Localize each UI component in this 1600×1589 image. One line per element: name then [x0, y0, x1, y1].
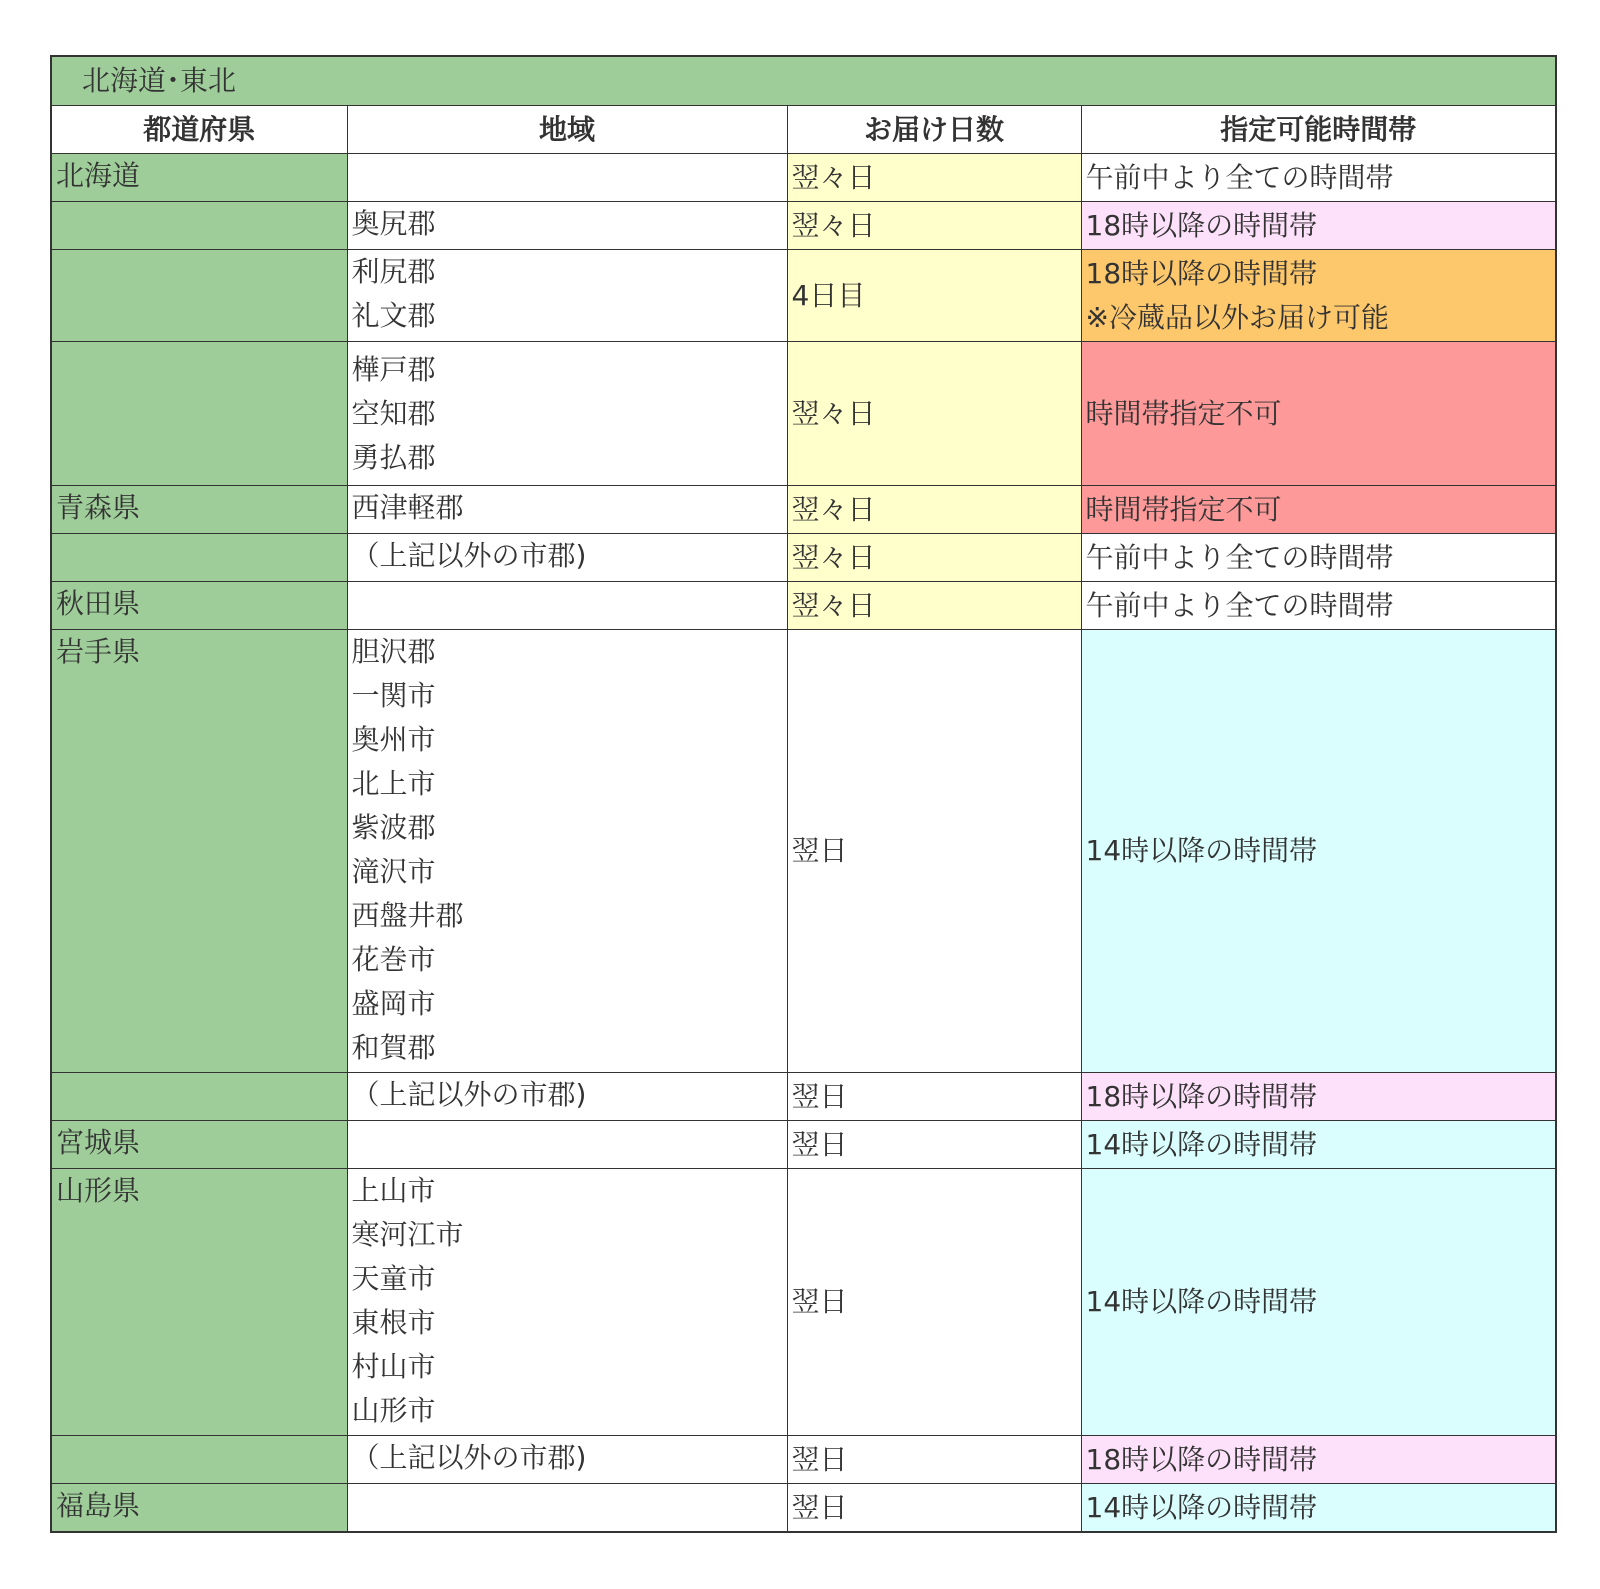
time-slot-text: 18時以降の時間帯	[1085, 208, 1318, 242]
area-name: 村山市	[351, 1350, 436, 1383]
table-body	[51, 154, 1556, 1533]
time-slot-text: 午前中より全ての時間帯	[1085, 588, 1394, 622]
header-area: 地域	[347, 106, 787, 154]
time-slot-cell	[1081, 1121, 1556, 1169]
time-slot-text: 午前中より全ての時間帯	[1085, 540, 1394, 574]
header-prefecture: 都道府県	[51, 106, 347, 154]
area-cell	[347, 582, 787, 630]
area-cell	[347, 534, 787, 582]
area-cell	[347, 1436, 787, 1484]
region-title: 北海道･東北	[51, 56, 1556, 106]
area-name: 天童市	[351, 1262, 436, 1295]
area-name: 花巻市	[351, 943, 436, 976]
time-slot-text: 時間帯指定不可	[1085, 396, 1282, 430]
time-slot-cell	[1081, 1073, 1556, 1121]
delivery-days-cell: 4日目	[787, 250, 1081, 342]
time-slot-cell	[1081, 534, 1556, 582]
prefecture-cell: 宮城県	[51, 1121, 347, 1169]
time-slot-cell	[1081, 202, 1556, 250]
prefecture-cell	[51, 342, 347, 486]
area-cell	[347, 486, 787, 534]
area-name: （上記以外の市郡)	[351, 1441, 587, 1474]
header-row	[51, 106, 1556, 154]
area-cell	[347, 154, 787, 202]
prefecture-cell	[51, 1436, 347, 1484]
time-slot-text: 18時以降の時間帯	[1085, 256, 1318, 290]
table-row	[51, 630, 1556, 1073]
delivery-days-cell: 翌日	[787, 1484, 1081, 1533]
time-slot-text: 14時以降の時間帯	[1085, 1285, 1318, 1318]
prefecture-cell	[51, 1073, 347, 1121]
area-name: 勇払郡	[351, 441, 436, 474]
time-slot-cell	[1081, 1169, 1556, 1436]
area-cell	[347, 1121, 787, 1169]
area-name: 胆沢郡	[351, 635, 436, 668]
area-name: 滝沢市	[351, 855, 436, 888]
prefecture-cell: 青森県	[51, 486, 347, 534]
area-cell	[347, 630, 787, 1073]
header-time-slot: 指定可能時間帯	[1081, 106, 1556, 154]
area-name: 樺戸郡	[351, 353, 436, 386]
table-row	[51, 1169, 1556, 1436]
region-title-row	[51, 56, 1556, 106]
area-name: 盛岡市	[351, 987, 436, 1020]
area-cell	[347, 250, 787, 342]
table-row	[51, 154, 1556, 202]
area-name: 一関市	[351, 679, 436, 712]
table-row	[51, 250, 1556, 342]
prefecture-cell: 山形県	[51, 1169, 347, 1436]
time-slot-cell	[1081, 630, 1556, 1073]
area-name: 利尻郡	[351, 255, 436, 288]
area-name: 北上市	[351, 767, 436, 800]
area-name: 寒河江市	[351, 1218, 464, 1251]
area-name: 山形市	[351, 1394, 436, 1427]
prefecture-cell	[51, 250, 347, 342]
prefecture-cell	[51, 202, 347, 250]
time-slot-text: 午前中より全ての時間帯	[1085, 160, 1394, 194]
prefecture-cell	[51, 534, 347, 582]
table-row	[51, 202, 1556, 250]
area-cell	[347, 342, 787, 486]
delivery-days-cell: 翌日	[787, 1169, 1081, 1436]
area-name: （上記以外の市郡)	[351, 1078, 587, 1111]
area-cell	[347, 202, 787, 250]
delivery-days-cell: 翌日	[787, 1436, 1081, 1484]
time-slot-text: 18時以降の時間帯	[1085, 1442, 1318, 1476]
delivery-days-cell: 翌々日	[787, 154, 1081, 202]
area-name: 上山市	[351, 1174, 436, 1207]
time-slot-cell	[1081, 1484, 1556, 1533]
table-row	[51, 1436, 1556, 1484]
area-cell	[347, 1073, 787, 1121]
time-slot-text: ※冷蔵品以外お届け可能	[1085, 300, 1389, 334]
header-delivery-days: お届け日数	[787, 106, 1081, 154]
area-name: 奥州市	[351, 723, 436, 756]
area-name: 西盤井郡	[351, 899, 464, 932]
prefecture-cell: 福島県	[51, 1484, 347, 1533]
delivery-table-container	[50, 55, 1555, 1533]
area-name: 和賀郡	[351, 1031, 436, 1064]
prefecture-cell: 岩手県	[51, 630, 347, 1073]
delivery-days-cell: 翌日	[787, 1073, 1081, 1121]
area-name: 西津軽郡	[351, 491, 464, 524]
prefecture-cell: 北海道	[51, 154, 347, 202]
time-slot-cell	[1081, 154, 1556, 202]
prefecture-cell: 秋田県	[51, 582, 347, 630]
table-row	[51, 1073, 1556, 1121]
area-cell	[347, 1484, 787, 1533]
delivery-table	[50, 55, 1557, 1533]
delivery-days-cell: 翌々日	[787, 342, 1081, 486]
table-row	[51, 1484, 1556, 1533]
table-row	[51, 342, 1556, 486]
time-slot-cell	[1081, 486, 1556, 534]
delivery-days-cell: 翌日	[787, 1121, 1081, 1169]
delivery-days-cell: 翌日	[787, 630, 1081, 1073]
table-row	[51, 582, 1556, 630]
time-slot-text: 18時以降の時間帯	[1085, 1079, 1318, 1113]
delivery-days-cell: 翌々日	[787, 582, 1081, 630]
area-name: 紫波郡	[351, 811, 436, 844]
delivery-days-cell: 翌々日	[787, 202, 1081, 250]
time-slot-cell	[1081, 342, 1556, 486]
area-name: 奥尻郡	[351, 207, 436, 240]
area-name: 空知郡	[351, 397, 436, 430]
time-slot-text: 14時以降の時間帯	[1085, 834, 1318, 867]
time-slot-text: 時間帯指定不可	[1085, 492, 1282, 526]
table-row	[51, 486, 1556, 534]
area-cell	[347, 1169, 787, 1436]
time-slot-text: 14時以降の時間帯	[1085, 1127, 1318, 1161]
time-slot-cell	[1081, 1436, 1556, 1484]
time-slot-cell	[1081, 582, 1556, 630]
area-name: 礼文郡	[351, 299, 436, 332]
table-row	[51, 534, 1556, 582]
area-name: 東根市	[351, 1306, 436, 1339]
delivery-days-cell: 翌々日	[787, 486, 1081, 534]
table-row	[51, 1121, 1556, 1169]
time-slot-cell	[1081, 250, 1556, 342]
time-slot-text: 14時以降の時間帯	[1085, 1490, 1318, 1524]
delivery-days-cell: 翌々日	[787, 534, 1081, 582]
area-name: （上記以外の市郡)	[351, 539, 587, 572]
